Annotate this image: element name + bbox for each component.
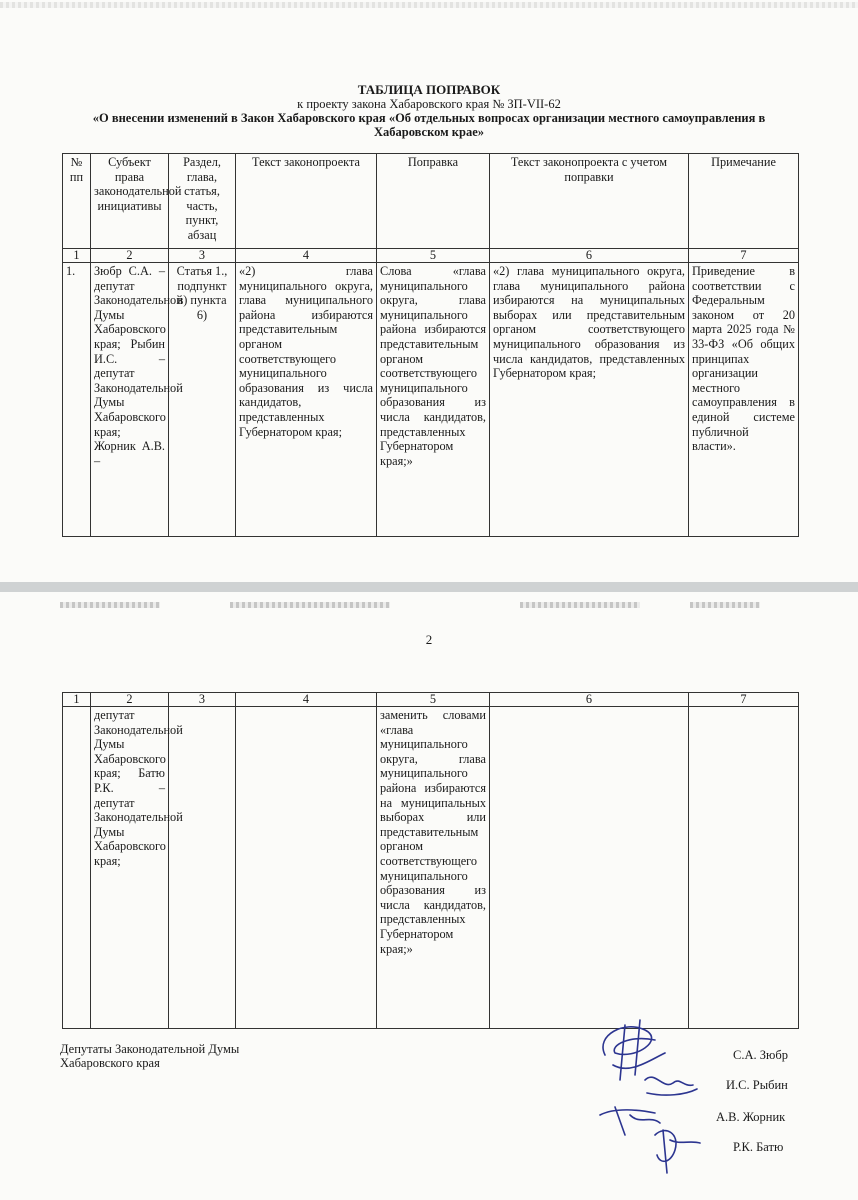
table-row (63, 707, 799, 1029)
bill-text-cell: «2) глава муниципального округа, глава муниципального района избираются представительным органом соответствующего муниципального образования из числа кандидатов, представленных Губернатором края; (236, 263, 377, 537)
subject-cell: депутат Законодательной Думы Хабаровского края; Батю Р.К. – депутат Законодательной Думы Хабаровского края; (91, 707, 169, 1029)
header-cell: Субъект права законодательной инициативы (91, 154, 169, 249)
amendments-table-continued (62, 692, 799, 1029)
signatory-name: И.С. Рыбин (726, 1078, 788, 1092)
row-number: 1. (63, 263, 91, 537)
amendment-cell: Слова «глава муниципального округа, глава муниципального района избираются представительным органом соответствующего муниципального образования из числа кандидатов, представленных Губернатором края;» (377, 263, 490, 537)
table-row (63, 263, 799, 537)
column-number: 3 (169, 693, 236, 707)
scan-artifact (520, 602, 640, 608)
header-cell: Раздел, глава, статья, часть, пункт, абзац (169, 154, 236, 249)
column-number: 4 (236, 249, 377, 263)
column-number: 6 (490, 249, 689, 263)
column-number: 2 (91, 249, 169, 263)
header-cell: № пп (63, 154, 91, 249)
page-number: 2 (425, 632, 433, 647)
column-number: 6 (490, 693, 689, 707)
column-number: 3 (169, 249, 236, 263)
signatory-name: А.В. Жорник (716, 1110, 786, 1124)
column-number: 7 (689, 693, 799, 707)
header-cell: Поправка (377, 154, 490, 249)
doc-title: ТАБЛИЦА ПОПРАВОК (357, 82, 501, 97)
scan-artifact (0, 2, 858, 8)
section-cell (169, 707, 236, 1029)
column-number-row (63, 693, 799, 707)
page-2 (0, 592, 858, 1200)
column-number: 5 (377, 693, 490, 707)
amended-text-cell: «2) глава муниципального округа, глава муниципального района избираются на муниципальных выборах или представительным органом соответствующего муниципального образования из числа кандидатов, представленных Губернатором края; (490, 263, 689, 537)
note-cell (689, 707, 799, 1029)
bill-text-cell (236, 707, 377, 1029)
column-number: 4 (236, 693, 377, 707)
table-header-row (63, 154, 799, 249)
header-cell: Примечание (689, 154, 799, 249)
doc-subtitle-bold: «О внесении изменений в Закон Хабаровского края «Об отдельных вопросах организации местного самоуправления в Хабаровском крае» (92, 111, 766, 139)
scan-artifact (60, 602, 160, 608)
row-number (63, 707, 91, 1029)
section-cell: Статья 1., подпункт в) пункта 6) (169, 263, 236, 537)
note-cell: Приведение в соответствии с Федеральным законом от 20 марта 2025 года № 33-ФЗ «Об общих принципах организации местного самоуправления в единой системе публичной власти». (689, 263, 799, 537)
subject-cell: Зюбр С.А. – депутат Законодательной Думы Хабаровского края; Рыбин И.С. – депутат Законодательной Думы Хабаровского края; Жорник А.В. – (91, 263, 169, 537)
column-number-row (63, 249, 799, 263)
page-1 (0, 0, 858, 582)
header-cell: Текст законопроекта (236, 154, 377, 249)
amended-text-cell (490, 707, 689, 1029)
scan-artifact (230, 602, 390, 608)
amendments-table (62, 153, 799, 537)
signature-icon (585, 1015, 725, 1175)
amendment-cell: заменить словами «глава муниципального округа, глава муниципального района избираются на муниципальных выборах или представительным органом соответствующего муниципального образования из числа кандидатов, представленных Губернатором края;» (377, 707, 490, 1029)
column-number: 1 (63, 693, 91, 707)
column-number: 7 (689, 249, 799, 263)
signatory-name: С.А. Зюбр (733, 1048, 788, 1062)
scan-artifact (690, 602, 760, 608)
header-cell: Текст законопроекта с учетом поправки (490, 154, 689, 249)
column-number: 5 (377, 249, 490, 263)
footer-org: Депутаты Законодательной Думы Хабаровского края (60, 1042, 240, 1070)
signatory-name: Р.К. Батю (733, 1140, 784, 1154)
column-number: 1 (63, 249, 91, 263)
column-number: 2 (91, 693, 169, 707)
doc-subtitle: к проекту закона Хабаровского края № ЗП-VII-62 (297, 97, 561, 111)
